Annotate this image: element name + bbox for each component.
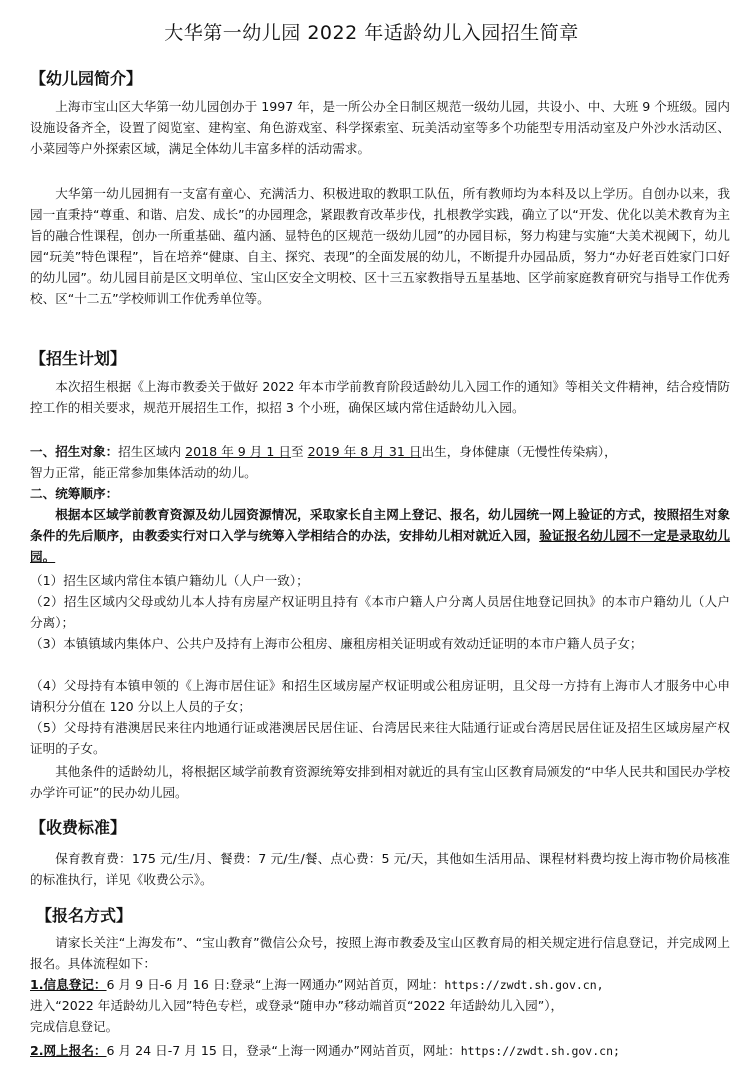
enroll-target-line [30, 441, 730, 462]
enroll-target-date-start: 2018 年 9 月 1 日 [185, 444, 292, 459]
enroll-target-line-2: 智力正常，能正常参加集体活动的幼儿。 [30, 465, 257, 480]
section-heading-plan: 【招生计划】 [30, 349, 127, 368]
section-heading-intro: 【幼儿园简介】 [30, 69, 143, 88]
signup-step-1-line-2: 进入“2022 年适龄幼儿入园”特色专栏，或登录“随申办”移动端首页“2022 年适龄幼儿入园”）， [30, 998, 564, 1013]
enroll-target-post: 出生，身体健康（无慢性传染病）， [421, 444, 617, 459]
signup-step-1-text: 6 月 9 日-6 月 16 日:登录“上海一网通办”网站首页，网址： [106, 977, 445, 992]
section-heading-signup: 【报名方式】 [36, 906, 133, 925]
order-item-3: （3）本镇镇域内集体户、公共户及持有上海市公租房、廉租房相关证明或有效动迁证明的本市户籍人员子女； [30, 636, 643, 651]
signup-step-1-label: 1.信息登记： [30, 977, 107, 992]
section-heading-fees: 【收费标准】 [30, 818, 127, 837]
order-item-1: （1）招生区域内常住本镇户籍幼儿（人户一致）； [30, 573, 309, 588]
fees-paragraph: 保育教育费：175 元/生/月、餐费：7 元/生/餐、点心费：5 元/天，其他如生活用品、课程材料费均按上海市物价局核准的标准执行，详见《收费公示》。 [30, 851, 730, 887]
signup-step-2-line-1 [30, 1040, 730, 1062]
signup-step-1-line-3: 完成信息登记。 [30, 1019, 119, 1034]
intro-paragraph-2: 大华第一幼儿园拥有一支富有童心、充满活力、积极进取的教职工队伍，所有教师均为本科及以上学历。自创办以来，我园一直秉持“尊重、和谐、启发、成长”的办园理念，紧跟教育改革步伐，扎根教学实践，确立了以“开发、优化以美术教育为主旨的融合性课程，创办一所重基础、蕴内涵、显特色的区规范一级幼儿园”的办园目标，努力构建与实施“大美术视阈下，幼儿园“玩美”特色课程”，旨在培养“健康、自主、探究、表现”的全面发展的幼儿，不断提升办园品质，努力“办好老百姓家门口好的幼儿园”。幼儿园目前是区文明单位、宝山区安全文明校、区十三五家教指导五星基地、区学前家庭教育研究与指导工作优秀校、区“十二五”学校师训工作优秀单位等。 [30, 186, 730, 306]
order-item-2: （2）招生区域内父母或幼儿本人持有房屋产权证明且持有《本市户籍人户分离人员居住地登记回执》的本市户籍幼儿（人户分离）； [30, 594, 730, 630]
signup-step-2-label: 2.网上报名： [30, 1043, 107, 1058]
plan-other-paragraph: 其他条件的适龄幼儿，将根据区域学前教育资源统筹安排到相对就近的具有宝山区教育局颁发的“中华人民共和国民办学校办学许可证”的民办幼儿园。 [30, 764, 730, 800]
enroll-target-date-end: 2019 年 8 月 31 日 [307, 444, 422, 459]
signup-step-1-url[interactable]: https://zwdt.sh.gov.cn, [444, 978, 604, 992]
intro-paragraph-1: 上海市宝山区大华第一幼儿园创办于 1997 年，是一所公办全日制区规范一级幼儿园，共设小、中、大班 9 个班级。园内设施设备齐全，设置了阅览室、建构室、角色游戏室、科学探索室、玩美活动室等多个功能型专用活动室及户外沙水活动区、小菜园等户外探索区域，满足全体幼儿丰富多样的活动需求。 [30, 99, 730, 156]
page-title: 大华第一幼儿园 2022 年适龄幼儿入园招生简章 [164, 22, 579, 44]
order-underlined-text: 验证报名幼儿园不一定是录取幼儿园。 [30, 528, 731, 564]
plan-paragraph-1: 本次招生根据《上海市教委关于做好 2022 年本市学前教育阶段适龄幼儿入园工作的通知》等相关文件精神，结合疫情防控工作的相关要求，规范开展招生工作，拟招 3 个小班，确保区域内常住适龄幼儿入园。 [30, 379, 730, 415]
signup-step-1-line-1 [30, 974, 730, 996]
order-paragraph [30, 504, 730, 567]
order-item-4: （4）父母持有本镇申领的《上海市居住证》和招生区域房屋产权证明或公租房证明，且父母一方持有上海市人才服务中心申请积分分值在 120 分以上人员的子女； [30, 678, 730, 714]
order-label: 二、统筹顺序： [30, 486, 119, 501]
order-item-5: （5）父母持有港澳居民来往内地通行证或港澳居民居住证、台湾居民来往大陆通行证或台湾居民居住证及招生区域房屋产权证明的子女。 [30, 720, 730, 756]
enroll-target-label: 一、招生对象： [30, 444, 119, 459]
signup-paragraph: 请家长关注“上海发布”、“宝山教育”微信公众号，按照上海市教委及宝山区教育局的相关规定进行信息登记，并完成网上报名。具体流程如下： [30, 935, 730, 971]
enroll-target-mid: 至 [291, 444, 308, 459]
order-bold-text: 根据本区域学前教育资源及幼儿园资源情况，采取家长自主网上登记、报名，幼儿园统一网上验证的方式，按照招生对象条件的先后顺序，由教委实行对口入学与统筹入学相结合的办法，安排幼儿相对就近入园， [30, 507, 730, 543]
enroll-target-pre: 招生区域内 [118, 444, 186, 459]
signup-step-2-url[interactable]: https://zwdt.sh.gov.cn; [460, 1044, 620, 1058]
signup-step-2-text: 6 月 24 日-7 月 15 日，登录“上海一网通办”网站首页，网址： [106, 1043, 461, 1058]
